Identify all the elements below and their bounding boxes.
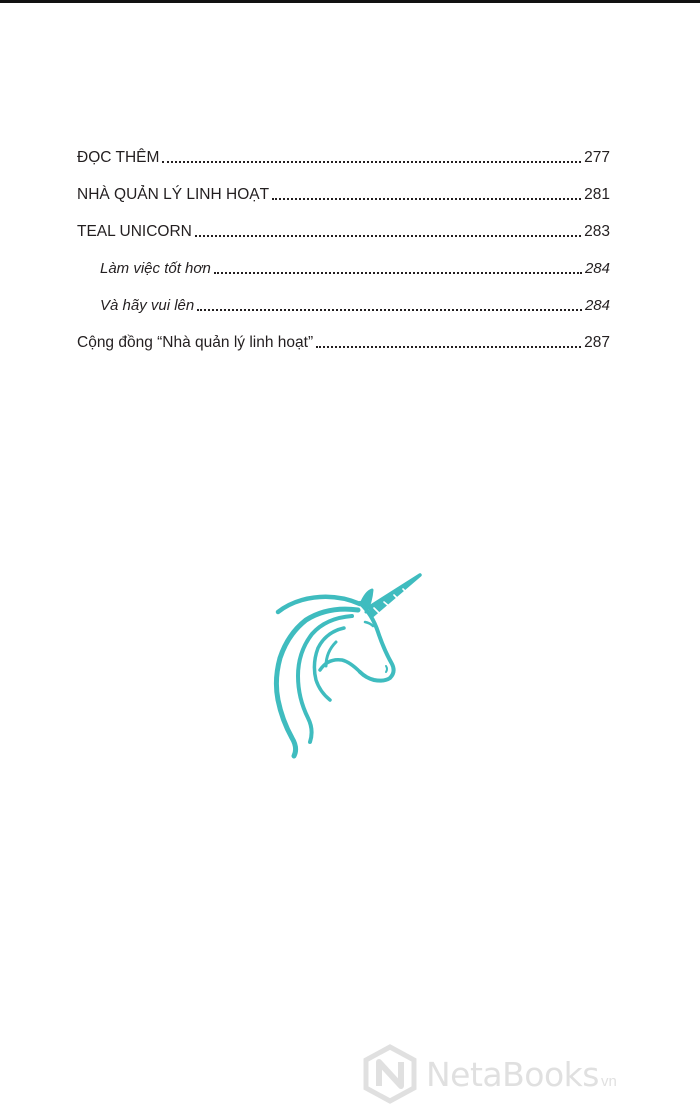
toc-entry-nha-quan-ly-linh-hoat[interactable] — [77, 180, 610, 217]
toc-entry-lam-viec-tot-hon[interactable] — [77, 254, 610, 291]
toc-leader-dots — [316, 332, 581, 348]
toc-leader-dots — [195, 221, 581, 237]
toc-entry-page: 284 — [584, 260, 610, 277]
toc-entry-teal-unicorn[interactable] — [77, 217, 610, 254]
toc-leader-dots — [272, 184, 581, 200]
toc-entry-title: Và hãy vui lên — [100, 297, 195, 314]
toc-entry-va-hay-vui-len[interactable] — [77, 291, 610, 328]
toc-entry-page: 281 — [584, 186, 610, 203]
watermark — [362, 1044, 692, 1104]
netabooks-logo-icon — [362, 1044, 418, 1104]
unicorn-head-icon — [262, 570, 426, 760]
top-border — [0, 0, 700, 3]
toc-entry-title: NHÀ QUẢN LÝ LINH HOẠT — [77, 186, 270, 203]
watermark-text: NetaBooks — [426, 1054, 599, 1094]
toc-entry-cong-dong[interactable] — [77, 328, 610, 365]
toc-leader-dots — [197, 295, 582, 311]
toc-entry-page: 287 — [584, 334, 610, 351]
toc-entry-page: 283 — [584, 223, 610, 240]
toc-entry-doc-them[interactable] — [77, 143, 610, 180]
toc-entry-title: Làm việc tốt hơn — [100, 260, 211, 277]
toc-entry-title: Cộng đồng “Nhà quản lý linh hoạt” — [77, 334, 314, 351]
toc-leader-dots — [214, 258, 582, 274]
toc-leader-dots — [162, 147, 581, 163]
toc-entry-title: ĐỌC THÊM — [77, 149, 160, 166]
toc-entry-title: TEAL UNICORN — [77, 223, 192, 240]
watermark-suffix: vn — [600, 1072, 617, 1090]
toc-entry-page: 284 — [584, 297, 610, 314]
toc-entry-page: 277 — [584, 149, 610, 166]
table-of-contents — [77, 143, 610, 365]
